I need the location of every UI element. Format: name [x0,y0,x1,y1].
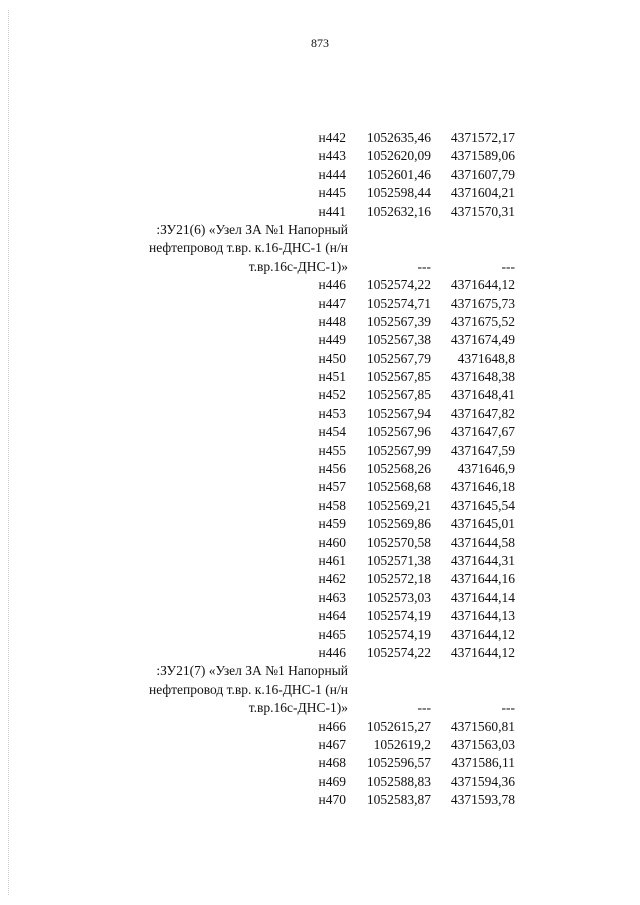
section-heading-line [0,221,640,239]
point-id: н441 [318,203,346,219]
point-id: н464 [318,608,346,624]
section-heading-line [0,258,640,276]
coord-x: 1052632,16 [366,203,431,219]
point-id: н444 [318,166,346,182]
coord-y: 4371560,81 [450,718,515,734]
coord-x-dash: --- [417,258,431,274]
point-id: н465 [318,626,346,642]
coord-x: 1052569,86 [366,516,431,532]
coord-y-dash: --- [501,258,515,274]
section-heading-line [0,681,640,699]
point-id: н448 [318,313,346,329]
coord-x: 1052574,19 [366,626,431,642]
point-id: н443 [318,148,346,164]
section-heading-text: т.вр.16с-ДНС-1)» [248,700,348,716]
point-id: н468 [318,755,346,771]
table-row [0,497,640,515]
coord-y-dash: --- [501,700,515,716]
coord-y: 4371644,31 [450,552,515,568]
coord-x: 1052574,22 [366,277,431,293]
coord-y: 4371645,54 [450,497,515,513]
coordinates-table [0,129,640,809]
table-row [0,405,640,423]
table-row [0,203,640,221]
coord-x: 1052620,09 [366,148,431,164]
table-row [0,754,640,772]
section-heading-text: нефтепровод т.вр. к.16-ДНС-1 (н/н [149,240,348,256]
table-row [0,295,640,313]
point-id: н453 [318,405,346,421]
coord-x: 1052573,03 [366,589,431,605]
coord-x: 1052583,87 [366,792,431,808]
point-id: н447 [318,295,346,311]
coord-y: 4371648,38 [450,369,515,385]
section-heading-text: нефтепровод т.вр. к.16-ДНС-1 (н/н [149,681,348,697]
coord-x: 1052567,94 [366,405,431,421]
point-id: н461 [318,552,346,568]
point-id: н451 [318,369,346,385]
coord-x: 1052569,21 [366,497,431,513]
coord-y: 4371607,79 [450,166,515,182]
table-row [0,442,640,460]
table-row [0,147,640,165]
coord-x: 1052567,39 [366,313,431,329]
coord-y: 4371647,59 [450,442,515,458]
point-id: н456 [318,461,346,477]
coord-x: 1052567,85 [366,369,431,385]
coord-y: 4371647,82 [450,405,515,421]
coord-x: 1052588,83 [366,773,431,789]
coord-y: 4371644,16 [450,571,515,587]
coord-x: 1052615,27 [366,718,431,734]
coord-x: 1052635,46 [366,130,431,145]
coord-y: 4371644,12 [450,277,515,293]
coord-y: 4371644,12 [450,626,515,642]
coord-y: 4371644,14 [450,589,515,605]
coord-y: 4371604,21 [450,185,515,201]
coord-y: 4371645,01 [450,516,515,532]
point-id: н463 [318,589,346,605]
coord-x: 1052572,18 [366,571,431,587]
coord-x: 1052568,68 [366,479,431,495]
coord-x-dash: --- [417,700,431,716]
table-row [0,626,640,644]
table-row [0,773,640,791]
coord-x: 1052596,57 [366,755,431,771]
point-id: н470 [318,792,346,808]
point-id: н442 [318,130,346,145]
coord-x: 1052574,22 [366,644,431,660]
point-id: н457 [318,479,346,495]
coord-y: 4371646,18 [450,479,515,495]
table-row [0,184,640,202]
coord-x: 1052574,71 [366,295,431,311]
coord-x: 1052571,38 [366,552,431,568]
coord-x: 1052601,46 [366,166,431,182]
coord-y: 4371594,36 [450,773,515,789]
point-id: н452 [318,387,346,403]
point-id: н469 [318,773,346,789]
coord-y: 4371570,31 [450,203,515,219]
table-row [0,589,640,607]
table-row [0,313,640,331]
section-heading-text: т.вр.16с-ДНС-1)» [248,258,348,274]
coord-x: 1052567,38 [366,332,431,348]
coord-y: 4371589,06 [450,148,515,164]
coord-x: 1052619,2 [373,736,431,752]
coord-y: 4371586,11 [451,755,515,771]
page-number: 873 [311,36,329,50]
section-heading-line [0,662,640,680]
point-id: н462 [318,571,346,587]
section-heading-text: :ЗУ21(7) «Узел ЗА №1 Напорный [156,663,348,679]
point-id: н446 [318,644,346,660]
coord-x: 1052570,58 [366,534,431,550]
point-id: н449 [318,332,346,348]
point-id: н467 [318,736,346,752]
point-id: н445 [318,185,346,201]
coord-y: 4371563,03 [450,736,515,752]
point-id: н450 [318,350,346,366]
point-id: н454 [318,424,346,440]
point-id: н458 [318,497,346,513]
table-row [0,423,640,441]
coord-y: 4371675,52 [450,313,515,329]
point-id: н459 [318,516,346,532]
point-id: н446 [318,277,346,293]
table-row [0,460,640,478]
table-row [0,515,640,533]
coord-y: 4371646,9 [457,461,515,477]
coord-y: 4371675,73 [450,295,515,311]
section-heading-line [0,239,640,257]
coord-x: 1052567,79 [366,350,431,366]
table-row [0,368,640,386]
coord-x: 1052598,44 [366,185,431,201]
section-heading-line [0,699,640,717]
coord-x: 1052568,26 [366,461,431,477]
table-row [0,534,640,552]
coord-x: 1052574,19 [366,608,431,624]
table-row [0,718,640,736]
point-id: н466 [318,718,346,734]
coord-y: 4371647,67 [450,424,515,440]
table-row [0,350,640,368]
table-row [0,736,640,754]
coord-x: 1052567,99 [366,442,431,458]
coord-y: 4371648,41 [450,387,515,403]
table-row [0,607,640,625]
table-row [0,166,640,184]
coord-y: 4371674,49 [450,332,515,348]
coord-y: 4371644,58 [450,534,515,550]
table-row [0,276,640,294]
coord-x: 1052567,85 [366,387,431,403]
point-id: н460 [318,534,346,550]
coord-y: 4371644,12 [450,644,515,660]
point-id: н455 [318,442,346,458]
table-row [0,129,640,147]
table-row [0,331,640,349]
table-row [0,478,640,496]
table-row [0,644,640,662]
table-row [0,791,640,809]
section-heading-text: :ЗУ21(6) «Узел ЗА №1 Напорный [156,221,348,237]
coord-y: 4371572,17 [450,130,515,145]
coord-y: 4371593,78 [450,792,515,808]
table-row [0,386,640,404]
coord-x: 1052567,96 [366,424,431,440]
coord-y: 4371644,13 [450,608,515,624]
coord-y: 4371648,8 [457,350,515,366]
table-row [0,552,640,570]
table-row [0,570,640,588]
